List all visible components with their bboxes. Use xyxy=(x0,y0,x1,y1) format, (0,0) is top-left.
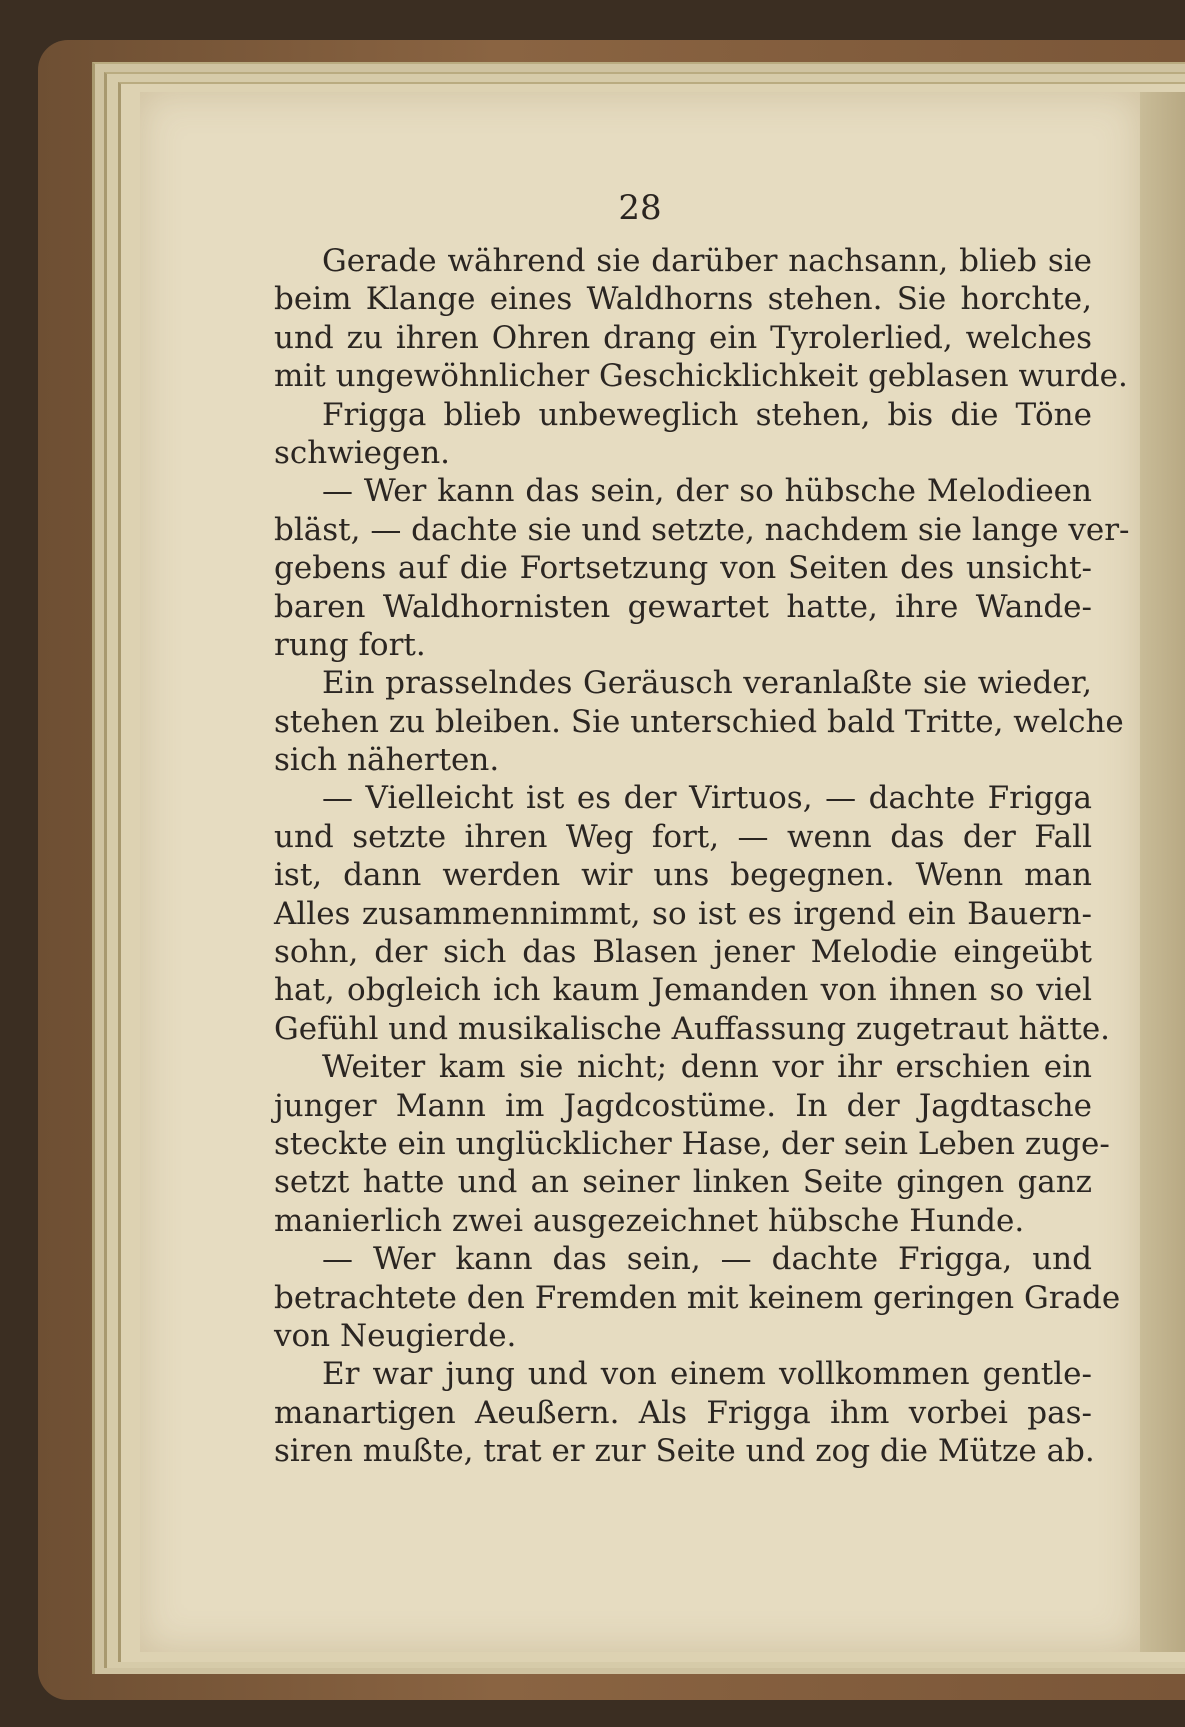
text-line: baren Waldhornisten gewartet hatte, ihre Wande- xyxy=(274,588,1092,625)
text-line: siren mußte, trat er zur Seite und zog die Mütze ab. xyxy=(274,1433,1095,1470)
text-line: bläst, — dachte sie und setzte, nachdem sie lange ver- xyxy=(274,511,1130,548)
text-line: Gerade während sie darüber nachsann, blieb sie xyxy=(322,243,1092,279)
text-line: rung fort. xyxy=(274,626,426,663)
text-line: Frigga blieb unbeweglich stehen, bis die Töne xyxy=(322,396,1092,433)
text-line: gebens auf die Fortsetzung von Seiten des unsicht- xyxy=(274,550,1092,587)
text-line: hat, obgleich ich kaum Jemanden von ihnen so viel xyxy=(274,972,1092,1009)
text-line: Weiter kam sie nicht; denn vor ihr erschien ein xyxy=(322,1049,1092,1086)
text-line: mit ungewöhnlicher Geschicklichkeit geblasen wurde. xyxy=(274,358,1128,395)
text-line: — Wer kann das sein, der so hübsche Melodieen xyxy=(322,473,1092,510)
text-line: Alles zusammennimmt, so ist es irgend ein Bauern- xyxy=(274,895,1092,932)
text-line: betrachtete den Fremden mit keinem geringen Grade xyxy=(274,1279,1121,1316)
body-text xyxy=(274,242,1130,1471)
text-line: beim Klange eines Waldhorns stehen. Sie horchte, xyxy=(274,281,1092,318)
text-line: — Wer kann das sein, — dachte Frigga, und xyxy=(322,1241,1092,1278)
text-line: und setzte ihren Weg fort, — wenn das der Fall xyxy=(274,818,1092,855)
text-line: — Vielleicht ist es der Virtuos, — dachte Frigga xyxy=(322,780,1092,817)
text-line: von Neugierde. xyxy=(274,1317,517,1354)
text-line: steckte ein unglücklicher Hase, der sein Leben zuge- xyxy=(274,1125,1110,1162)
text-line: Ein prasselndes Geräusch veranlaßte sie wieder, xyxy=(322,665,1092,702)
text-line: Gefühl und musikalische Auffassung zugetraut hätte. xyxy=(274,1010,1111,1047)
text-line: sich näherten. xyxy=(274,742,500,779)
text-line: stehen zu bleiben. Sie unterschied bald Tritte, welche xyxy=(274,703,1124,740)
text-line: und zu ihren Ohren drang ein Tyrolerlied, welches xyxy=(274,319,1092,356)
text-line: junger Mann im Jagdcostüme. In der Jagdtasche xyxy=(274,1087,1092,1124)
text-line: schwiegen. xyxy=(274,434,451,471)
text-line: setzt hatte und an seiner linken Seite gingen ganz xyxy=(274,1164,1092,1201)
page-number: 28 xyxy=(618,188,662,228)
text-line: manierlich zwei ausgezeichnet hübsche Hunde. xyxy=(274,1202,1025,1239)
book-page xyxy=(140,92,1140,1652)
text-line: manartigen Aeußern. Als Frigga ihm vorbei pas- xyxy=(274,1394,1092,1431)
text-line: Er war jung und von einem vollkommen gentle- xyxy=(322,1356,1092,1393)
text-line: ist, dann werden wir uns begegnen. Wenn man xyxy=(274,857,1092,894)
text-line: sohn, der sich das Blasen jener Melodie eingeübt xyxy=(274,934,1092,971)
page-fore-edge xyxy=(1140,92,1185,1652)
